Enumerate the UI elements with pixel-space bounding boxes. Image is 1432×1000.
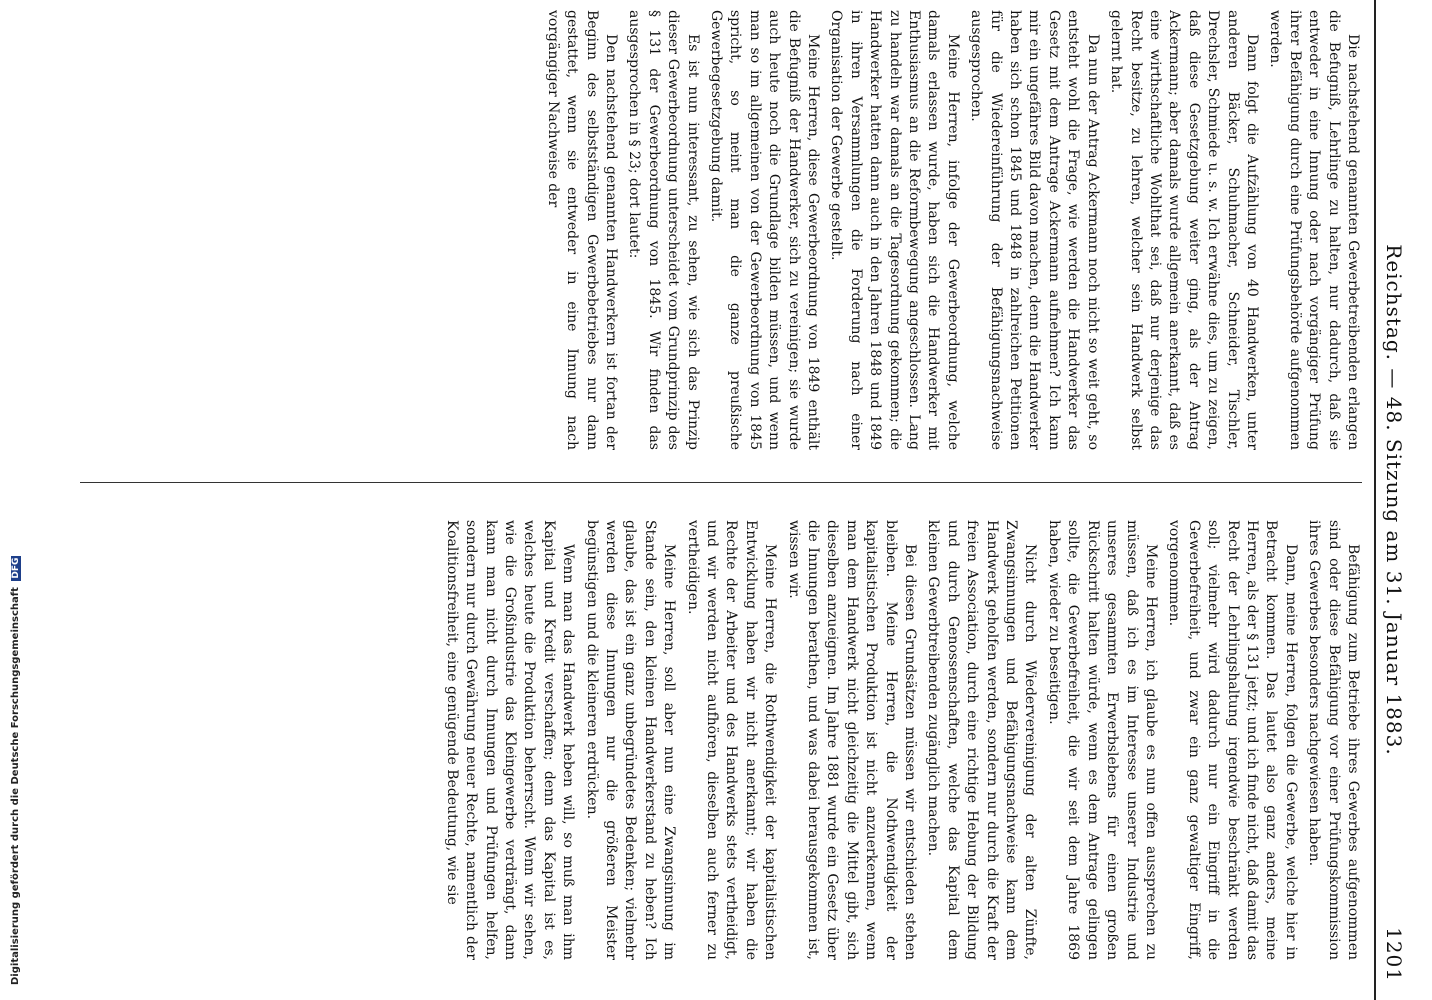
paragraph: Nicht durch Wiedervereinigung der alten Zünfte, Zwangsinnungen und Befähigungsnachweise kann dem Handwerk geholfen werden, sondern nur durch die Kraft der freien Association, durch eine richtige Hebung der Bildung und durch Genossenschaften, welche das Kapital dem kleinen Gewerbtreibenden zugänglich machen.	[925, 520, 1039, 960]
paragraph: Meine Herren, diese Gewerbeordnung von 1849 enthält die Befugniß der Handwerker, sich zu vereinigen; sie wurde auch heute noch die Grundlage bilden müssen, und wenn man so im allgemeinen von der Gewerbeordnung von 1845 spricht, so meint man die ganze preußische Gewerbegesetzgebung damit.	[708, 10, 822, 450]
paragraph: Bei diesen Grundsätzen müssen wir entschieden stehen bleiben. Meine Herren, die Nothwendigkeit der kapitalistischen Produktion ist nicht anzuerkennen, wenn man dem Handwerk nicht gleichzeitig die Mittel gibt, sich dieselben anzueignen. Im Jahre 1881 wurde ein Gesetz über die Innungen berathen, und was dabei herausgekommen ist, wissen wir.	[785, 520, 919, 960]
header-rule	[1374, 0, 1376, 1000]
paragraph: Meine Herren, soll aber nun eine Zwangsinnung im Stande sein, den kleinen Handwerkerstand zu heben? Ich glaube, das ist ein ganz unbegründetes Bedenken; vielmehr werden diese Innungen nur die größeren Meister begünstigen und die kleineren erdrücken.	[583, 520, 678, 960]
paragraph: Wenn man das Handwerk heben will, so muß man ihm Kapital und Kredit verschaffen; denn das Kapital ist es, welches heute die Produktion beherrscht. Wenn wir sehen, wie die Großindustrie das Kleingewerbe verdrängt, dann kann man nicht durch Innungen und Prüfungen helfen, sondern nur durch Gewährung neuer Rechte, namentlich der Koalitionsfreiheit, eine genügende Bedeutung, wie sie	[443, 520, 577, 960]
paragraph: Dann, meine Herren, folgen die Gewerbe, welche hier in Betracht kommen. Das lautet also ganz anders, meine Herren, als der § 131 jetzt; und ich finde nicht, daß damit das Recht der Lehrlingshaltung irgendwie beschränkt werden soll; vielmehr wird dadurch nur ein Eingriff in die Gewerbefreiheit, und zwar ein ganz gewaltiger Eingriff, vorgenommen.	[1166, 520, 1299, 960]
page-header	[1370, 0, 1410, 1000]
paragraph: Meine Herren, die Rothwendigkeit der kapitalistischen Entwicklung haben wir nicht anerkannt; wir haben die Rechte der Arbeiter und des Handwerks stets vertheidigt, und wir werden nicht aufhören, dieselben auch ferner zu vertheidigen.	[684, 520, 779, 960]
paragraph: Meine Herren, ich glaube es nun offen aussprechen zu müssen, daß ich es im Interesse unserer Industrie und unseres gesammten Erwerbslebens für einen großen Rückschritt halten würde, wenn es dem Antrage gelingen sollte, die Gewerbefreiheit, die wir seit dem Jahre 1869 haben, wieder zu beseitigen.	[1045, 520, 1159, 960]
paragraph: Meine Herren, infolge der Gewerbeordnung, welche damals erlassen wurde, haben sich die Handwerker mit Enthusiasmus an die Reformbewegung angeschlossen. Lang zu handeln war damals an die Tagesordnung gekommen; die Handwerker hatten dann auch in den Jahren 1848 und 1849 in ihren Versammlungen die Forderung nach einer Organisation der Gewerbe gestellt.	[828, 10, 961, 450]
dfg-logo: DFG	[11, 557, 21, 579]
digitization-caption	[6, 0, 24, 1000]
paragraph: Da nun der Antrag Ackermann noch nicht so weit geht, so entsteht wohl die Frage, wie werden die Handwerker das Gesetz mit dem Antrage Ackermann aufnehmen? Ich kann mir ein ungefähres Bild davon machen, denn die Handwerker haben sich schon 1845 und 1848 in zahlreichen Petitionen für die Wiedereinführung der Befähigungsnachweise ausgesprochen.	[968, 10, 1101, 450]
paragraph: Befähigung zum Betriebe ihres Gewerbes aufgenommen sind oder diese Befähigung vor einer Prüfungskommission ihres Gewerbes besonders nachgewiesen haben.	[1306, 520, 1361, 960]
digitization-note: Digitalisierung gefördert durch die Deutsche Forschungsgemeinschaft	[10, 587, 21, 985]
paragraph: Den nachstehend genannten Handwerkern ist fortan der Beginn des selbstständigen Gewerbebetriebes nur dann gestattet, wenn sie entweder in eine Innung nach vorgängiger Nachweise der	[544, 10, 619, 450]
right-column	[80, 520, 1362, 960]
paragraph: Dann folgt die Aufzählung von 40 Handwerken, unter anderen Bäcker, Schuhmacher, Schneider, Tischler, Drechsler, Schmiede u. s. w. Ich erwähne dies, um zu zeigen, daß diese Gesetzgebung weiter ging, als der Antrag Ackermann; aber damals wurde allgemein anerkannt, daß es eine wirthschaftliche Wohlthat sei, daß nur derjenige das Recht besitze, zu lehren, welcher sein Handwerk selbst gelernt hat.	[1108, 10, 1260, 450]
header-title: Reichstag. — 48. Sitzung am 31. Januar 1883.	[1382, 244, 1406, 756]
paragraph: Die nachstehend genannten Gewerbetreibenden erlangen die Befugniß, Lehrlinge zu halten, nur dadurch, daß sie entweder in eine Innung oder nach vorgängiger Prüfung ihrer Befähigung durch eine Prüfungsbehörde aufgenommen werden.	[1267, 10, 1361, 450]
left-column	[80, 10, 1362, 450]
page-number: 1201	[1382, 927, 1406, 982]
column-divider	[80, 482, 1362, 483]
caption-text-wrapper	[10, 556, 21, 985]
paragraph: Es ist nun interessant, zu sehen, wie sich das Prinzip dieser Gewerbeordnung unterscheidet vom Grundprinzip des § 131 der Gewerbeordnung von 1845. Wir finden das ausgesprochen in § 23; dort lautet:	[626, 10, 701, 450]
